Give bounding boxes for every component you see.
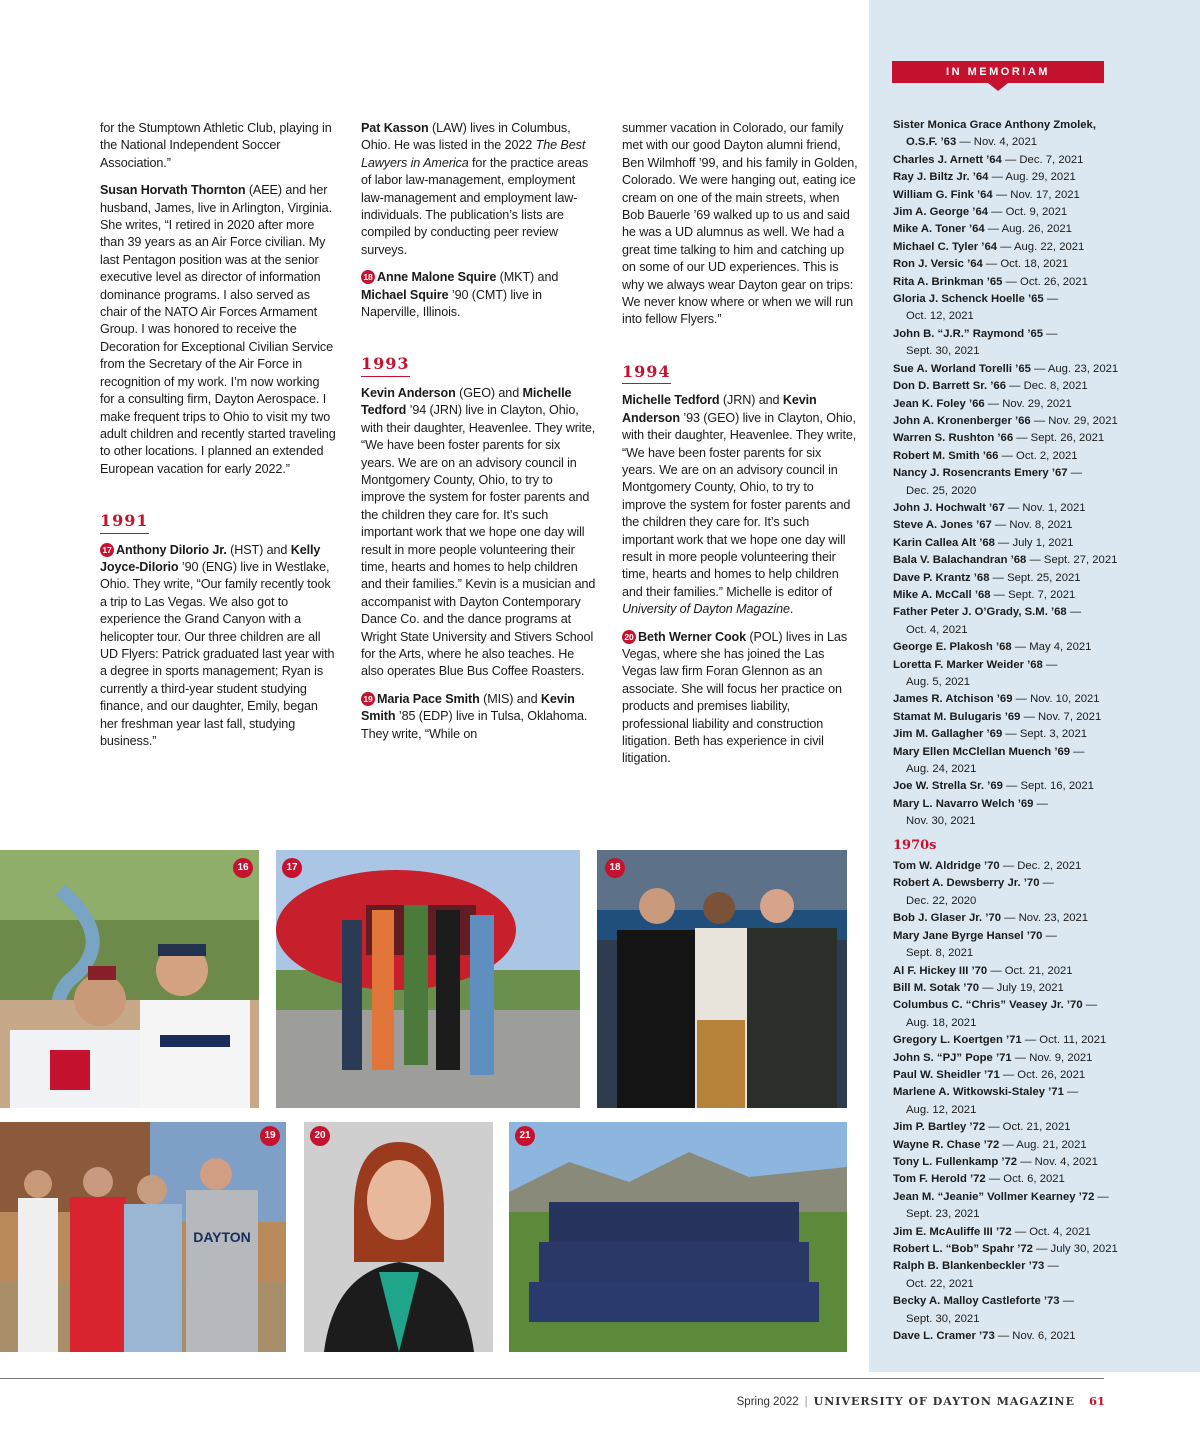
memoriam-entry [893,980,1133,997]
memoriam-entry [893,639,1133,656]
memoriam-name: John J. Hochwalt ’67 [893,501,1005,514]
memoriam-entry [893,709,1133,726]
memoriam-name: Joe W. Strella Sr. ’69 [893,780,1003,793]
memoriam-name: John S. “PJ” Pope ’71 [893,1051,1012,1064]
paragraph [100,182,336,478]
memoriam-entry [893,204,1133,221]
alumni-name: Pat Kasson [361,121,429,135]
paragraph [622,629,858,768]
memoriam-date: — Nov. 8, 2021 [991,519,1073,532]
memoriam-name: Rita A. Brinkman ’65 [893,275,1003,288]
memoriam-name: Michael C. Tyler ’64 [893,240,998,253]
memoriam-entry [893,778,1133,795]
footer-separator: | [804,1396,808,1408]
memoriam-name: Mike A. Toner ’64 [893,223,985,236]
paragraph-text: for the practice areas of labor law-management, employment law-management and employment law-individuals. The publication’s lists are compiled by conducting peer review surveys. [361,155,589,257]
paragraph-text: ’94 (JRN) live in Clayton, Ohio, with their daughter, Heavenlee. They write, “We have been foster parents for six years. We are on an advisory council in Montgomery County, Ohio, to try to improve the system for foster parents and the children they care for. It’s such important work that we hope one day will result in more people volunteering their time, hearts and homes to help children and their families.” Kevin is a musician and accompanist with Dayton Contemporary Dance Co. and the dance programs at Wright State University and Stivers School for the Arts, where he also teaches. He also operates Blue Bus Coffee Roasters. [361,403,596,679]
memoriam-entry [893,152,1133,169]
photo-number-badge: 21 [515,1126,535,1146]
memoriam-entry [893,1328,1133,1345]
memoriam-entry [893,326,1133,343]
memoriam-date: — Oct. 4, 2021 [1011,1225,1091,1238]
memoriam-entry [893,1119,1133,1136]
memoriam-name: Ralph B. Blankenbeckler ’73 [893,1260,1045,1273]
memoriam-name: Wayne R. Chase ’72 [893,1138,1000,1151]
memoriam-date: Sept. 30, 2021 [906,345,980,358]
memoriam-date: — Nov. 7, 2021 [1020,710,1102,723]
memoriam-entry [893,997,1133,1014]
memoriam-name: Paul W. Sheidler ’71 [893,1068,1000,1081]
paragraph-text: (MKT) and [496,270,559,285]
memoriam-entry [893,465,1133,482]
photo-number-badge: 19 [361,692,375,706]
memoriam-entry [893,308,1133,325]
memoriam-date: — [1070,745,1085,758]
memoriam-date: Sept. 8, 2021 [906,947,974,960]
memoriam-date: — [1094,1190,1109,1203]
memoriam-name: Mary Ellen McClellan Muench ’69 [893,745,1071,758]
memoriam-date: — [1082,999,1098,1012]
memoriam-name: Becky A. Malloy Castleforte ’73 [893,1295,1060,1308]
memoriam-entry [893,604,1133,621]
memoriam-date: — Oct. 18, 2021 [982,258,1069,271]
memoriam-entry [893,1241,1133,1258]
memoriam-entry [893,945,1133,962]
photo-20 [304,1122,493,1352]
publication-title: The Best Lawyers in America [361,138,586,170]
memoriam-date: — Oct. 21, 2021 [985,1121,1071,1134]
memoriam-date: — [1042,658,1058,671]
paragraph [361,120,597,259]
alumni-name: Anne Malone Squire [377,270,497,285]
memoriam-date: Dec. 22, 2020 [906,894,977,907]
memoriam-date: — [1044,1260,1059,1273]
publication-title: University of Dayton Magazine [622,602,790,617]
memoriam-entry [893,1050,1133,1067]
memoriam-entry [893,1032,1133,1049]
memoriam-date: — Sept. 26, 2021 [1013,432,1105,445]
memoriam-name: Nancy J. Rosencrants Emery ’67 [893,467,1068,480]
magazine-name: UNIVERSITY OF DAYTON MAGAZINE [813,1395,1075,1408]
memoriam-date: — Nov. 6, 2021 [994,1330,1076,1343]
memoriam-name: Tom W. Aldridge ’70 [893,860,1000,873]
alumni-name: Kevin Anderson [622,393,817,425]
memoriam-name: Jim P. Bartley ’72 [893,1121,986,1134]
memoriam-name: O.S.F. ’63 [906,136,957,149]
memoriam-entry [893,1311,1133,1328]
paragraph-text: . [789,602,794,617]
footer-divider [0,1378,1104,1379]
memoriam-date: — Nov. 4, 2021 [956,136,1038,149]
photo-17 [276,850,580,1108]
memoriam-entry [893,448,1133,465]
memoriam-date: — July 1, 2021 [994,536,1074,549]
memoriam-date: — Aug. 23, 2021 [1030,362,1119,375]
memoriam-name: Robert M. Smith ’66 [893,449,999,462]
memoriam-date: — Nov. 4, 2021 [1017,1155,1098,1168]
memoriam-entry [893,744,1133,761]
memoriam-entry [893,256,1133,273]
paragraph-text: ’85 (EDP) live in Tulsa, Oklahoma. They write, “While on [361,709,588,741]
column-1 [100,120,336,760]
memoriam-date: — Nov. 10, 2021 [1012,693,1100,706]
memoriam-entry [893,134,1133,151]
memoriam-date: — July 30, 2021 [1032,1243,1118,1255]
shirt-lettering: DAYTON [193,1229,251,1245]
memoriam-date: — Dec. 8, 2021 [1006,380,1088,393]
column-3 [622,120,858,778]
memoriam-entry [893,1258,1133,1275]
memoriam-name: Al F. Hickey III ’70 [893,964,988,977]
photo-number-badge: 20 [310,1126,330,1146]
photo-19 [0,1122,286,1352]
memoriam-date: — [1043,293,1059,306]
memoriam-name: Robert L. “Bob” Spahr ’72 [893,1243,1033,1255]
memoriam-date: — [1063,1086,1079,1099]
memoriam-entry [893,291,1133,308]
memoriam-name: Dave L. Cramer ’73 [893,1330,995,1343]
memoriam-name: John B. “J.R.” Raymond ’65 [893,327,1044,340]
memoriam-name: Jim A. George ’64 [893,206,989,219]
paragraph-text: ’90 (ENG) live in Westlake, Ohio. They write, “Our family recently took a trip to Las Vegas. We also got to experience the Grand Canyon with a helicopter tour. Our three children are all UD Flyers: Patrick graduated last year with a degree in sports management; Ryan is currently a third-year student studying finance, and our daughter, Emily, began her freshman year last fall, studying business.” [100,559,335,748]
memoriam-date: Oct. 4, 2021 [906,623,968,636]
memoriam-date: Oct. 22, 2021 [906,1277,974,1290]
photo-16 [0,850,259,1108]
alumni-name: Kevin Smith [361,691,575,724]
photo-number-badge: 20 [622,630,636,644]
memoriam-entry [893,1067,1133,1084]
alumni-name: Kelly Joyce-DiIorio [100,542,321,574]
alumni-name: Michael Squire [361,287,449,302]
memoriam-name: Dave P. Krantz ’68 [893,571,990,584]
photo-17-image [276,850,580,1108]
memoriam-date: — [1059,1295,1075,1308]
memoriam-entry [893,1015,1133,1032]
memoriam-date: — [1033,797,1048,810]
column-2 [361,120,597,753]
memoriam-date: — Oct. 6, 2021 [985,1173,1065,1186]
memoriam-name: Jean M. “Jeanie” Vollmer Kearney ’72 [893,1190,1095,1203]
class-year-heading: 1993 [361,355,410,376]
class-year-heading: 1991 [100,512,149,533]
photo-20-image [304,1122,493,1352]
memoriam-name: Mary Jane Byrge Hansel ’70 [893,929,1043,942]
memoriam-date: — Oct. 9, 2021 [988,206,1068,219]
photo-number-badge: 18 [605,858,625,878]
memoriam-entry [893,1293,1133,1310]
paragraph-text: (JRN) and [719,393,783,408]
memoriam-date: — [1042,929,1057,942]
memoriam-entry [893,1224,1133,1241]
memoriam-name: Gloria J. Schenck Hoelle ’65 [893,293,1044,306]
memoriam-date: — Oct. 26, 2021 [999,1068,1086,1081]
page-footer [737,1394,1105,1408]
paragraph [622,392,858,618]
memoriam-name: Marlene A. Witkowski-Staley ’71 [893,1086,1064,1099]
photo-19-image [0,1122,286,1352]
memoriam-entry [893,761,1133,778]
alumni-name: Michelle Tedford [361,385,572,418]
memoriam-entry [893,1102,1133,1119]
memoriam-entry [893,674,1133,691]
photo-number-badge: 16 [233,858,253,878]
memoriam-date: — Oct. 21, 2021 [987,964,1073,977]
memoriam-date: — Sept. 7, 2021 [990,588,1076,601]
memoriam-name: Charles J. Arnett ’64 [893,153,1002,166]
memoriam-date: — Nov. 17, 2021 [992,188,1080,201]
photo-number-badge: 18 [361,270,375,284]
memoriam-date: Sept. 30, 2021 [906,1312,980,1325]
memoriam-name: Tony L. Fullenkamp ’72 [893,1155,1018,1168]
memoriam-entry [893,1154,1133,1171]
memoriam-name: John A. Kronenberger ’66 [893,414,1031,427]
memoriam-date: — Dec. 2, 2021 [999,860,1082,873]
memoriam-date: — Sept. 25, 2021 [989,571,1081,584]
memoriam-name: Sister Monica Grace Anthony Zmolek, [893,119,1096,131]
memoriam-date: — Aug. 26, 2021 [984,223,1072,236]
memoriam-entry [893,535,1133,552]
memoriam-date: — Aug. 29, 2021 [988,171,1076,184]
memoriam-entry [893,430,1133,447]
paragraph: summer vacation in Colorado, our family met with our good Dayton alumni friend, Ben Wilmhoff ’99, and his family in Golden, Colorado. We were hanging out, eating ice cream on one of the main streets, when Bob Bauerle ’69 walked up to us and said he was a UD alumnus as well. We had a great time talking to him and catching up on some of our UD experiences. This is why we always wear Dayton gear on trips: We never know where or when we will run into fellow Flyers.” [622,121,858,327]
memoriam-entry [893,239,1133,256]
paragraph-text: (MIS) and [479,691,541,706]
memoriam-name: William G. Fink ’64 [893,188,993,201]
memoriam-date: Aug. 5, 2021 [906,676,971,688]
alumni-name: Michelle Tedford [622,393,720,408]
memoriam-date: Dec. 25, 2020 [906,484,977,497]
memoriam-entry [893,1206,1133,1223]
memoriam-date: — [1067,467,1082,480]
memoriam-entry [893,1276,1133,1293]
memoriam-entry [893,343,1133,360]
memoriam-entry [893,570,1133,587]
paragraph-text: (POL) lives in Las Vegas, where she has joined the Las Vegas law firm Foran Glennon as an associate. She will focus her practice on products and premises liability, professional liability and construction litigation. Beth has experience in civil litigation. [622,629,848,766]
memoriam-entry [893,1137,1133,1154]
alumni-name: Susan Horvath Thornton [100,183,246,198]
memoriam-name: Mary L. Navarro Welch ’69 [893,797,1034,810]
photo-21 [509,1122,847,1352]
memoriam-date: — Sept. 16, 2021 [1002,780,1094,793]
memoriam-entry [893,361,1133,378]
memoriam-entry [893,396,1133,413]
memoriam-entry [893,378,1133,395]
alumni-name: Kevin Anderson [361,385,456,400]
memoriam-date: — [1043,327,1058,340]
memoriam-date: Aug. 18, 2021 [906,1016,977,1029]
paragraph [100,542,336,751]
memoriam-date: — Sept. 3, 2021 [1002,728,1088,741]
alumni-name: Maria Pace Smith [377,691,480,706]
photo-number-badge: 17 [282,858,302,878]
memoriam-name: Bill M. Sotak ’70 [893,981,980,994]
memoriam-entry [893,893,1133,910]
memoriam-date: Aug. 24, 2021 [906,763,977,776]
memoriam-name: Ron J. Versic ’64 [893,258,983,271]
memoriam-1970s-list [893,858,1133,1345]
memoriam-name: Ray J. Biltz Jr. ’64 [893,171,989,184]
paragraph-text: ’93 (GEO) live in Clayton, Ohio, with their daughter, Heavenlee. They write, “We have been foster parents for six years. We are on an advisory council in Montgomery County, Ohio, to try to improve the system for foster parents and the children they care for. It’s such important work that we hope one day will result in more people volunteering their time, hearts and homes to help children and their families.” Michelle is editor of [622,410,857,599]
memoriam-name: James R. Atchison ’69 [893,693,1013,706]
memoriam-entry [893,517,1133,534]
memoriam-name: Stamat M. Bulugaris ’69 [893,710,1021,723]
memoriam-entry [893,1084,1133,1101]
memoriam-entry [893,221,1133,238]
memoriam-entry [893,187,1133,204]
paragraph [361,269,597,321]
memoriam-name: Tom F. Herold ’72 [893,1173,986,1186]
memoriam-entry [893,622,1133,639]
memoriam-date: — Oct. 26, 2021 [1002,275,1088,288]
memoriam-date: — Aug. 22, 2021 [997,240,1085,253]
memoriam-date: — [1066,606,1082,619]
photo-16-image [0,850,259,1108]
memoriam-date: — Aug. 21, 2021 [999,1138,1087,1151]
memoriam-date: — Nov. 29, 2021 [1030,414,1118,427]
photo-21-image [509,1122,847,1352]
memoriam-entry [893,1171,1133,1188]
memoriam-date: — Oct. 11, 2021 [1021,1034,1107,1047]
memoriam-date: — Nov. 9, 2021 [1011,1051,1093,1064]
memoriam-entry [893,928,1133,945]
memoriam-name: Gregory L. Koertgen ’71 [893,1034,1022,1047]
paragraph-text: (AEE) and her husband, James, live in Arlington, Virginia. She writes, “I retired in 2020 after more than 39 years as an Air Force civilian. My last Pentagon position was at the senior executive level as director of information dominance programs. I also served as chair of the NATO Air Forces Armament Group. I was honored to receive the Decoration for Exceptional Civilian Service from the Secretary of the Air Force in recognition of my work. I’m now working for a consulting firm, Dayton Aerospace. I make frequent trips to Ohio to visit my two adult children and recently started traveling to other locations. I planned an extended European vacation for early 2022.” [100,183,336,476]
memoriam-entry [893,117,1133,134]
paragraph [361,385,597,681]
photo-number-badge: 17 [100,543,114,557]
in-memoriam-list [893,117,1133,1345]
memoriam-name: Steve A. Jones ’67 [893,519,992,532]
memoriam-name: Robert A. Dewsberry Jr. ’70 [893,877,1040,890]
paragraph-text: ’90 (CMT) live in Naperville, Illinois. [361,287,542,320]
memoriam-name: Mike A. McCall ’68 [893,588,991,601]
memoriam-date: — Sept. 27, 2021 [1026,554,1118,567]
memoriam-date: — Oct. 2, 2021 [998,449,1078,462]
memoriam-name: Bob J. Glaser Jr. ’70 [893,912,1002,925]
photo-number-badge: 19 [260,1126,280,1146]
paragraph [361,691,597,743]
memoriam-entry [893,483,1133,500]
memoriam-entry [893,858,1133,875]
memoriam-name: Warren S. Rushton ’66 [893,432,1014,445]
memoriam-entry [893,726,1133,743]
in-memoriam-banner: IN MEMORIAM [892,61,1104,83]
memoriam-entry [893,500,1133,517]
paragraph-text: (HST) and [226,542,291,557]
memoriam-date: Aug. 12, 2021 [906,1103,977,1116]
alumni-name: Beth Werner Cook [638,629,747,644]
memoriam-date: Sept. 23, 2021 [906,1208,980,1221]
memoriam-entry [893,552,1133,569]
memoriam-date: — Nov. 23, 2021 [1001,912,1089,925]
photo-18-image [597,850,847,1108]
memoriam-name: Loretta F. Marker Weider ’68 [893,658,1043,671]
memoriam-name: Columbus C. “Chris” Veasey Jr. ’70 [893,999,1083,1012]
memoriam-entry [893,169,1133,186]
memoriam-entry [893,587,1133,604]
memoriam-date: — [1039,877,1054,890]
memoriam-name: Bala V. Balachandran ’68 [893,554,1027,567]
issue-label: Spring 2022 [736,1396,799,1408]
memoriam-name: Jean K. Foley ’66 [893,397,985,410]
memoriam-entry [893,657,1133,674]
memoriam-entry [893,910,1133,927]
memoriam-date: — Nov. 29, 2021 [984,397,1072,410]
memoriam-name: Jim M. Gallagher ’69 [893,728,1003,741]
paragraph-text: (GEO) and [455,385,523,400]
memoriam-name: George E. Plakosh ’68 [893,641,1012,654]
memoriam-name: Don D. Barrett Sr. ’66 [893,380,1007,393]
memoriam-entry [893,1189,1133,1206]
memoriam-name: Karin Callea Alt ’68 [893,536,995,549]
memoriam-date: Nov. 30, 2021 [906,815,976,828]
paragraph-text: (LAW) lives in Columbus, Ohio. He was listed in the 2022 [361,121,571,153]
memoriam-entry [893,413,1133,430]
memoriam-entry [893,796,1133,813]
memoriam-entry [893,875,1133,892]
memoriam-name: Sue A. Worland Torelli ’65 [893,362,1031,375]
photo-18 [597,850,847,1108]
memoriam-date: — Nov. 1, 2021 [1004,501,1086,514]
paragraph: for the Stumptown Athletic Club, playing in the National Independent Soccer Association.” [100,121,332,170]
memoriam-date: — Dec. 7, 2021 [1001,153,1084,166]
memoriam-entry [893,813,1133,830]
memoriam-entry [893,274,1133,291]
decade-heading: 1970s [893,837,937,853]
memoriam-date: Oct. 12, 2021 [906,310,974,323]
memoriam-date: — July 19, 2021 [979,981,1064,994]
memoriam-entry [893,691,1133,708]
alumni-name: Anthony DiIorio Jr. [116,542,227,557]
memoriam-name: Jim E. McAuliffe III ’72 [893,1225,1012,1238]
memoriam-entry [893,963,1133,980]
memoriam-date: — May 4, 2021 [1011,641,1092,654]
memoriam-1960s-list [893,117,1133,831]
memoriam-name: Father Peter J. O’Grady, S.M. ’68 [893,606,1067,619]
class-year-heading: 1994 [622,363,671,384]
page-number: 61 [1088,1394,1105,1408]
